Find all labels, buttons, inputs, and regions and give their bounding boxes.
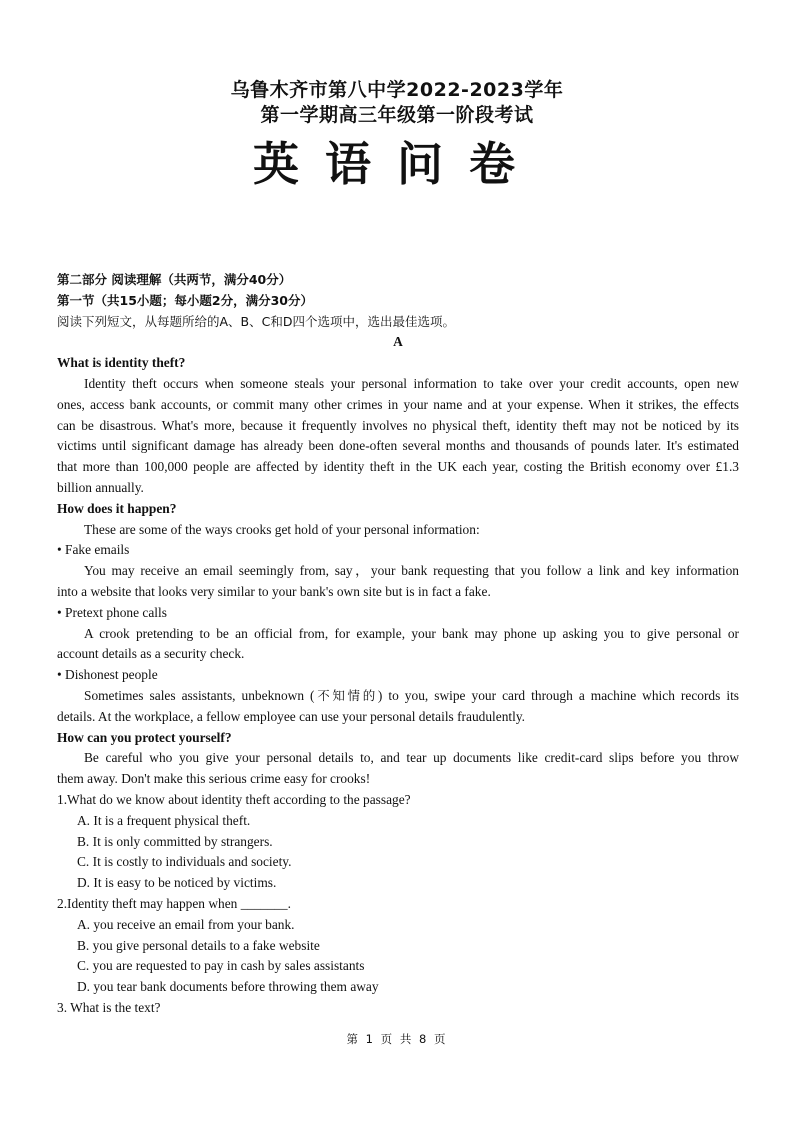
heading-how-happen: How does it happen? bbox=[57, 500, 177, 516]
paragraph-protect bbox=[57, 748, 739, 790]
question-stem: 3. What is the text? bbox=[57, 999, 161, 1015]
part-heading: 第二部分 阅读理解（共两节，满分40分） bbox=[57, 272, 292, 287]
paragraph-dishonest-people bbox=[57, 686, 739, 728]
option-c: C. you are requested to pay in cash by sales assistants bbox=[77, 958, 365, 974]
text-line bbox=[57, 686, 739, 707]
text-line: Identity theft occurs when someone steals your personal information to take over your credit accounts, open new bbox=[84, 375, 739, 391]
page-number: 第 1 页 共 8 页 bbox=[346, 1032, 448, 1046]
question-stem: 2.Identity theft may happen when _______. bbox=[57, 895, 291, 911]
bullet-phone-calls: • Pretext phone calls bbox=[57, 604, 167, 620]
text-line: Be careful who you give your personal details to, and tear up documents like credit-card slips before you throw bbox=[84, 750, 739, 766]
text-segment: Sometimes sales assistants, unbeknown ( bbox=[84, 687, 315, 703]
instruction: 阅读下列短文，从每题所给的A、B、C和D四个选项中，选出最佳选项。 bbox=[57, 313, 455, 329]
passage-label: A bbox=[393, 334, 403, 350]
paragraph-phone-calls bbox=[57, 624, 739, 666]
exam-body bbox=[57, 270, 739, 1019]
text-segment: ) to you, swipe your card through a machine which records its bbox=[377, 687, 739, 703]
paper-title: 英语问卷 bbox=[253, 137, 541, 191]
text-line: victims until significant damage has already been done-often several months and thousands of pounds later. It's estimated bbox=[57, 438, 739, 454]
question-stem: 1.What do we know about identity theft according to the passage? bbox=[57, 791, 411, 807]
option-a: A. you receive an email from your bank. bbox=[77, 916, 295, 932]
option-d: D. you tear bank documents before throwing them away bbox=[77, 979, 379, 995]
bullet-fake-emails: • Fake emails bbox=[57, 542, 130, 558]
option-b: B. you give personal details to a fake website bbox=[77, 937, 320, 953]
paragraph-fake-emails bbox=[57, 561, 739, 603]
exam-title: 第一学期高三年级第一阶段考试 bbox=[260, 104, 534, 126]
text-line: billion annually. bbox=[57, 479, 144, 495]
question-3 bbox=[57, 998, 739, 1019]
text-line: them away. Don't make this serious crime easy for crooks! bbox=[57, 771, 371, 787]
paragraph-definition bbox=[57, 374, 739, 499]
option-c: C. It is costly to individuals and society. bbox=[77, 854, 292, 870]
question-1 bbox=[57, 790, 739, 894]
text-line: account details as a security check. bbox=[57, 646, 245, 662]
text-line: details. At the workplace, a fellow employee can use your personal details fraudulently. bbox=[57, 708, 526, 724]
chinese-gloss: 不知情的 bbox=[314, 687, 378, 703]
school-title: 乌鲁木齐市第八中学2022-2023学年 bbox=[230, 79, 564, 101]
heading-protect: How can you protect yourself? bbox=[57, 729, 232, 745]
question-2 bbox=[57, 894, 739, 998]
bullet-dishonest-people: • Dishonest people bbox=[57, 667, 158, 683]
text-line: ones, access bank accounts, or commit many other crimes in your name and at your expense. When it strikes, the effects bbox=[57, 396, 739, 412]
text-line: can be disastrous. What's more, because it frequently involves no physical theft, identity theft may not be noticed by its bbox=[57, 417, 739, 433]
section-heading: 第一节（共15小题；每小题2分，满分30分） bbox=[57, 292, 313, 308]
text-line: You may receive an email seemingly from, say，your bank requesting that you follow a link and key information bbox=[84, 563, 739, 579]
text-line: A crook pretending to be an official from, for example, your bank may phone up asking you to give personal or bbox=[84, 625, 739, 641]
option-d: D. It is easy to be noticed by victims. bbox=[77, 875, 277, 891]
option-b: B. It is only committed by strangers. bbox=[77, 833, 273, 849]
text-line: that more than 100,000 people are affected by identity theft in the UK each year, costing the British economy over £1.3 bbox=[57, 459, 739, 475]
text-line: into a website that looks very similar to your bank's own site but is in fact a fake. bbox=[57, 583, 491, 599]
heading-what-is: What is identity theft? bbox=[57, 355, 186, 371]
paragraph-ways: These are some of the ways crooks get hold of your personal information: bbox=[84, 521, 480, 537]
option-a: A. It is a frequent physical theft. bbox=[77, 812, 251, 828]
